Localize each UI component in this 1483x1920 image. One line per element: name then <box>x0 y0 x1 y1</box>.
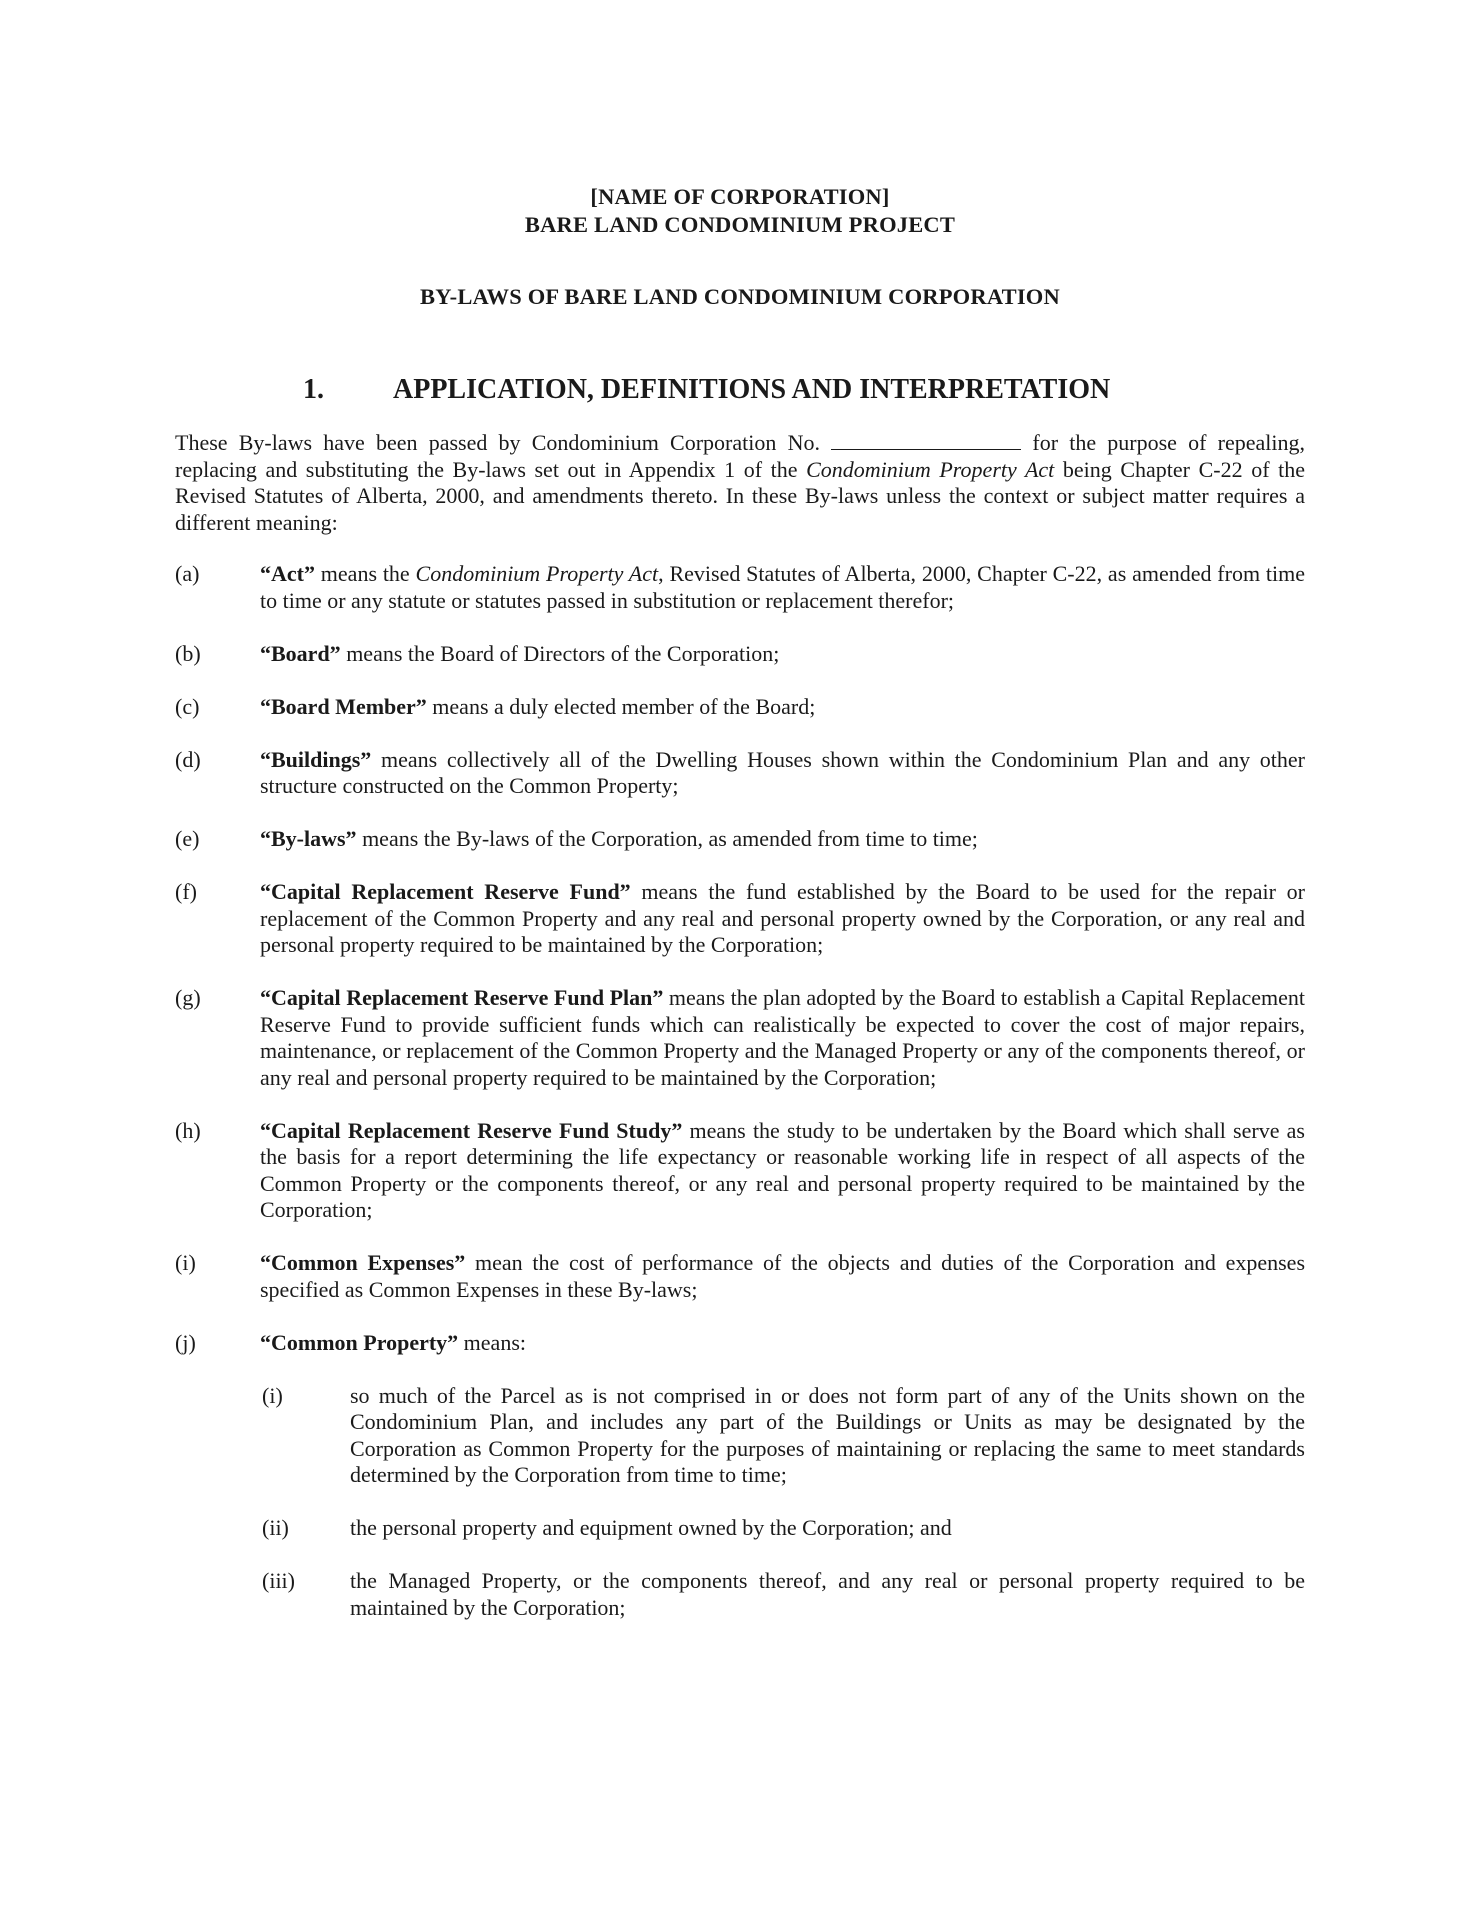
definition-term: “Capital Replacement Reserve Fund” <box>260 879 631 904</box>
definition-label: (d) <box>175 746 201 772</box>
definition-text: means the fund established by the Board to be used for the repair or replacement of the Common Property and any real and personal property owned by the Corporation, or any real and personal property required to be maintained by the Corporation; <box>260 879 1305 957</box>
corporation-name: [NAME OF CORPORATION] <box>590 184 890 209</box>
definition-item <box>175 747 1305 800</box>
sub-item-label: (i) <box>262 1382 283 1408</box>
definition-term: “Capital Replacement Reserve Fund Study” <box>260 1117 683 1143</box>
definition-term: “Buildings” <box>260 746 372 772</box>
act-name: Condominium Property Act <box>806 456 1055 482</box>
definition-label: (c) <box>175 693 200 719</box>
definition-term: “Board” <box>260 640 341 666</box>
sub-item-text: so much of the Parcel as is not comprised in or does not form part of any of the Units shown on the Condominium Plan, and includes any part of the Buildings or Units as may be designated by the Corporation as Common Property for the purposes of maintaining or replacing the same to meet standards determined by the Corporation from time to time; <box>350 1382 1305 1487</box>
sub-item-text: the personal property and equipment owned by the Corporation; and <box>350 1515 952 1540</box>
definition-text: means a duly elected member of the Board; <box>426 693 816 719</box>
definitions-list <box>175 561 1305 1648</box>
definition-text: means the By-laws of the Corporation, as amended from time to time; <box>356 826 978 851</box>
definition-label: (b) <box>175 640 201 666</box>
definition-text: mean the cost of performance of the objects and duties of the Corporation and expenses specified as Common Expenses in these By-laws; <box>260 1250 1306 1302</box>
definition-item <box>175 1118 1305 1224</box>
sub-item-label: (ii) <box>262 1515 289 1540</box>
definition-label: (j) <box>175 1329 196 1355</box>
definition-item <box>175 985 1305 1091</box>
definition-label: (f) <box>175 879 197 904</box>
definition-text: means the Board of Directors of the Corporation; <box>340 640 780 666</box>
definition-term: “By-laws” <box>260 826 357 851</box>
definition-text: , Revised Statutes of Alberta, 2000, Chapter C-22, as amended from time to time or any statute or statutes passed in substitution or replacement therefor; <box>260 561 1305 613</box>
act-name: Condominium Property Act <box>415 561 659 586</box>
intro-text-1: These By-laws have been passed by Condominium Corporation No. <box>175 430 820 455</box>
sub-item-text: the Managed Property, or the components thereof, and any real or personal property required to be maintained by the Corporation; <box>350 1568 1305 1620</box>
definition-term: “Common Property” <box>260 1329 459 1355</box>
definition-term: “Board Member” <box>260 693 427 719</box>
definition-text: means: <box>458 1329 526 1355</box>
definition-item <box>175 826 1305 853</box>
definition-item <box>175 561 1305 614</box>
project-name: BARE LAND CONDOMINIUM PROJECT <box>524 212 956 237</box>
definition-term: “Act” <box>260 561 315 586</box>
section-title: APPLICATION, DEFINITIONS AND INTERPRETATION <box>393 374 1111 405</box>
definition-item <box>175 641 1305 668</box>
definition-label: (g) <box>175 985 201 1010</box>
intro-text-2: for the purpose of repealing, replacing and substituting the By-laws set out in Appendix 1 of the <box>175 430 1306 482</box>
document-subtitle: BY-LAWS OF BARE LAND CONDOMINIUM CORPORATION <box>420 284 1060 309</box>
intro-text-3: being Chapter C-22 of the Revised Statutes of Alberta, 2000, and amendments thereto. In these By-laws unless the context or subject matter requires a different meaning: <box>175 456 1305 535</box>
definition-label: (e) <box>175 826 200 851</box>
definition-term: “Common Expenses” <box>260 1250 466 1275</box>
sub-item-label: (iii) <box>262 1568 295 1593</box>
sub-item <box>175 1568 1305 1621</box>
definition-label: (a) <box>175 561 200 586</box>
definition-label: (i) <box>175 1250 196 1275</box>
definition-text: means the study to be undertaken by the Board which shall serve as the basis for a report determining the life expectancy or reasonable working life in respect of all aspects of the Common Property or the components thereof, or any real and personal property required to be maintained by the Corporation; <box>260 1117 1305 1222</box>
definition-item <box>175 879 1305 959</box>
definition-item <box>175 694 1305 721</box>
corporation-number-blank <box>831 431 1021 450</box>
document-title <box>175 183 1305 239</box>
definition-text: means collectively all of the Dwelling Houses shown within the Condominium Plan and any other structure constructed on the Common Property; <box>260 746 1305 798</box>
sub-item <box>175 1383 1305 1489</box>
section-number: 1. <box>303 374 324 405</box>
definition-item <box>175 1250 1305 1303</box>
definition-term: “Capital Replacement Reserve Fund Plan” <box>260 985 664 1010</box>
sub-item <box>175 1515 1305 1542</box>
intro-paragraph <box>175 430 1305 536</box>
definition-text: means the <box>314 561 416 586</box>
definition-item <box>175 1330 1305 1357</box>
definition-text: means the plan adopted by the Board to establish a Capital Replacement Reserve Fund to provide sufficient funds which can realistically be expected to cover the cost of major repairs, maintenance, or replacement of the Common Property and the Managed Property or any of the components thereof, or any real and personal property required to be maintained by the Corporation; <box>260 985 1306 1090</box>
definition-label: (h) <box>175 1117 201 1143</box>
